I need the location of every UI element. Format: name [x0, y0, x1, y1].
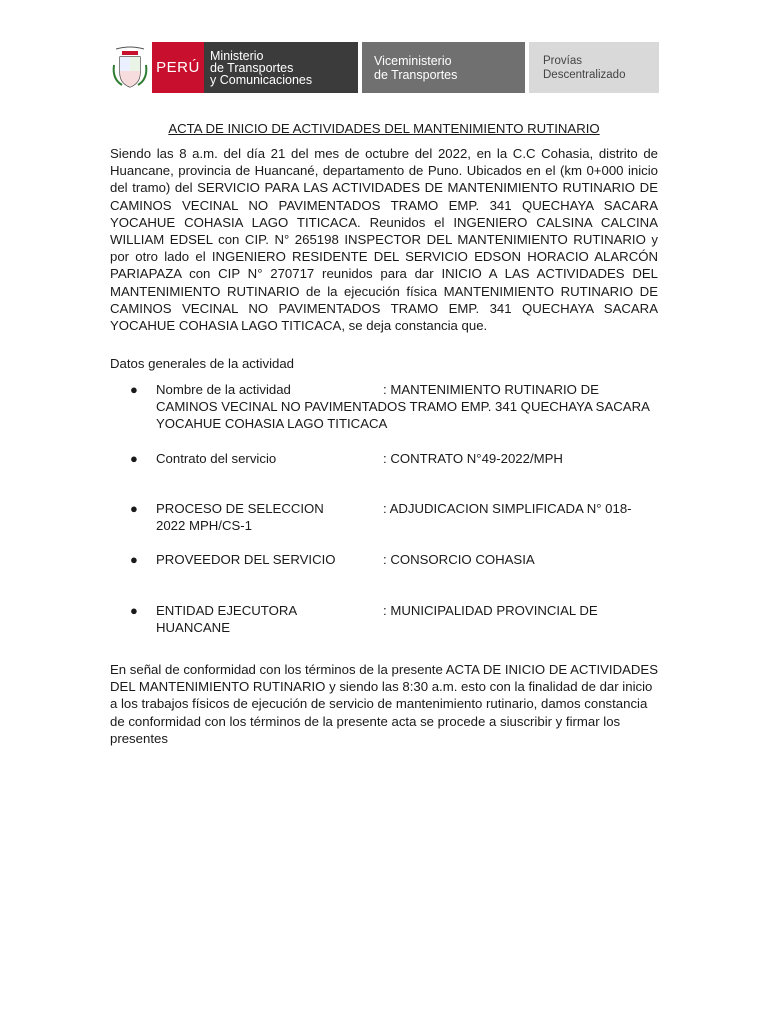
bullet-icon: ●	[130, 501, 138, 516]
viceministry-block	[362, 42, 525, 93]
item-label: PROCESO DE SELECCION 2022 MPH/CS-1	[156, 501, 324, 534]
item-value: : CONTRATO N°49-2022/MPH	[383, 451, 563, 466]
item-label: Contrato del servicio	[156, 451, 277, 466]
section-heading: Datos generales de la actividad	[110, 356, 295, 371]
country-name: PERÚ	[156, 59, 200, 76]
provias-line-2: Descentralizado	[543, 68, 626, 81]
peru-label	[152, 42, 204, 93]
item-label: Nombre de la actividad	[156, 382, 291, 397]
item-label: ENTIDAD EJECUTORA HUANCANE	[156, 603, 297, 636]
ministry-line-1: Ministerio	[210, 48, 264, 63]
bullet-icon: ●	[130, 603, 138, 618]
item-value: : ADJUDICACION SIMPLIFICADA N° 018-	[383, 501, 632, 516]
document-title: ACTA DE INICIO DE ACTIVIDADES DEL MANTENIMIENTO RUTINARIO	[168, 121, 600, 136]
ministry-line-2: de Transportes	[210, 60, 294, 75]
ministry-line-3: y Comunicaciones	[210, 72, 313, 87]
bullet-icon: ●	[130, 552, 138, 567]
item-value-continued: CAMINOS VECINAL NO PAVIMENTADOS TRAMO EMP. 341 QUECHAYA SACARA YOCAHUE COHASIA LAGO TITICACA	[156, 399, 650, 432]
bullet-icon: ●	[130, 382, 138, 397]
government-header	[108, 42, 659, 93]
viceministry-line-1: Viceministerio	[374, 53, 452, 68]
bullet-icon: ●	[130, 451, 138, 466]
item-label: PROVEEDOR DEL SERVICIO	[156, 552, 336, 567]
provias-line-1: Provías	[543, 54, 582, 67]
intro-paragraph: Siendo las 8 a.m. del día 21 del mes de octubre del 2022, en la C.C Cohasia, distrito de Huancane, provincia de Huancané, departamento de Puno. Ubicados en el (km 0+000 inicio del tramo) del SERVICIO PARA LAS ACTIVIDADES DE MANTENIMIENTO RUTINARIO DE CAMINOS VECINAL NO PAVIMENTADOS TRAMO EMP. 341 QUECHAYA SACARA YOCAHUE COHASIA LAGO TITICACA. Reunidos el INGENIERO CALSINA CALCINA WILLIAM EDSEL con CIP. N° 265198 INSPECTOR DEL MANTENIMIENTO RUTINARIO y por otro lado el INGENIERO RESIDENTE DEL SERVICIO EDSON HORACIO ALARCÓN PARIAPAZA con CIP N° 270717 reunidos para dar INICIO A LAS ACTIVIDADES DEL MANTENIMIENTO RUTINARIO de la ejecución física MANTENIMIENTO RUTINARIO DE CAMINOS VECINAL NO PAVIMENTADOS TRAMO EMP. 341 QUECHAYA SACARA YOCAHUE COHASIA LAGO TITICACA, se deja constancia que.	[110, 146, 658, 334]
item-value: : MUNICIPALIDAD PROVINCIAL DE	[383, 603, 598, 618]
item-value: : MANTENIMIENTO RUTINARIO DE	[383, 382, 599, 397]
coat-of-arms-icon	[108, 42, 152, 93]
closing-paragraph: En señal de conformidad con los términos de la presente ACTA DE INICIO DE ACTIVIDADES DEL MANTENIMIENTO RUTINARIO y siendo las 8:30 a.m. esto con la finalidad de dar inicio a los trabajos físicos de ejecución de servicio de mantenimiento rutinario, damos constancia de conformidad con los términos de la presente acta se procede a siuscribir y firmar los presentes	[110, 662, 659, 746]
provias-block	[529, 42, 659, 93]
item-value: : CONSORCIO COHASIA	[383, 552, 535, 567]
viceministry-line-2: de Transportes	[374, 67, 458, 82]
ministry-block	[204, 42, 358, 93]
